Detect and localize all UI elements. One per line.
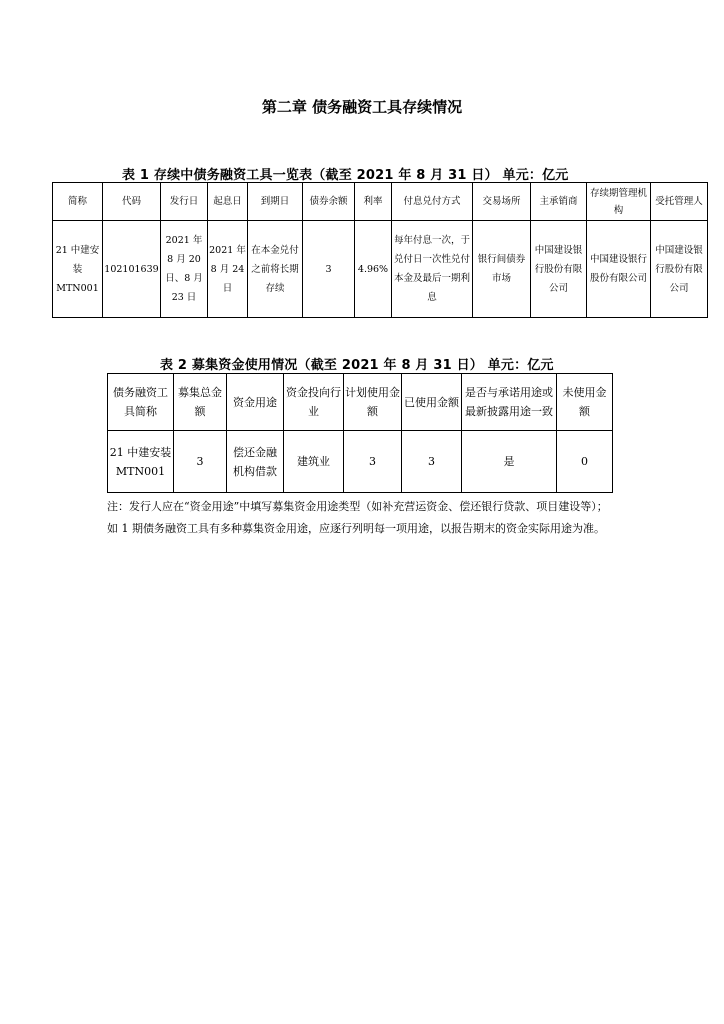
fund-usage-table: [107, 373, 613, 493]
table1-header-cell: 交易场所: [473, 183, 531, 221]
table1-header-cell: 债券余额: [303, 183, 355, 221]
table2-cell: 0: [557, 431, 613, 493]
table2-header-cell: 资金用途: [227, 374, 284, 431]
table2-cell: 是: [462, 431, 557, 493]
table2-header-cell: 债务融资工具简称: [108, 374, 174, 431]
table1-caption: 表 1 存续中债务融资工具一览表（截至 2021 年 8 月 31 日） 单元：亿元: [122, 168, 569, 183]
table1-cell: 21 中建安装 MTN001: [53, 221, 103, 318]
table1-header-cell: 代码: [103, 183, 161, 221]
table1-cell: 中国建设银行股份有限公司: [651, 221, 708, 318]
table2-header-cell: 资金投向行业: [284, 374, 344, 431]
table2-cell: 建筑业: [284, 431, 344, 493]
table1-cell: 每年付息一次，于兑付日一次性兑付本金及最后一期利息: [392, 221, 473, 318]
table-row: [53, 221, 708, 318]
table2-header-cell: 已使用金额: [402, 374, 462, 431]
chapter-title: 第二章 债务融资工具存续情况: [261, 98, 463, 116]
table-row: [108, 431, 613, 493]
table1-header-cell: 付息兑付方式: [392, 183, 473, 221]
table2-header-cell: 未使用金额: [557, 374, 613, 431]
table1-cell: 102101639: [103, 221, 161, 318]
table2-header-cell: 计划使用金额: [344, 374, 402, 431]
table2-cell: 3: [344, 431, 402, 493]
table2-header-row: [108, 374, 613, 431]
table1-cell: 在本金兑付之前将长期存续: [248, 221, 303, 318]
table2-cell: 21 中建安装 MTN001: [108, 431, 174, 493]
table1-header-cell: 发行日: [161, 183, 208, 221]
table1-header-row: [53, 183, 708, 221]
table1-header-cell: 到期日: [248, 183, 303, 221]
table1-header-cell: 主承销商: [531, 183, 587, 221]
table1-header-cell: 存续期管理机构: [587, 183, 651, 221]
table1-header-cell: 利率: [355, 183, 392, 221]
table2-header-cell: 募集总金额: [174, 374, 227, 431]
table2-caption: 表 2 募集资金使用情况（截至 2021 年 8 月 31 日） 单元：亿元: [160, 358, 554, 373]
table1-cell: 中国建设银行股份有限公司: [587, 221, 651, 318]
table1-cell: 3: [303, 221, 355, 318]
table1-cell: 银行间债券市场: [473, 221, 531, 318]
table1-cell: 2021 年 8 月 24 日: [208, 221, 248, 318]
table1-cell: 中国建设银行股份有限公司: [531, 221, 587, 318]
table2-cell: 偿还金融机构借款: [227, 431, 284, 493]
table1-cell: 4.96%: [355, 221, 392, 318]
table1-header-cell: 简称: [53, 183, 103, 221]
table2-header-cell: 是否与承诺用途或最新披露用途一致: [462, 374, 557, 431]
footnote: 注：发行人应在“资金用途”中填写募集资金用途类型（如补充营运资金、偿还银行贷款、项目建设等）；如 1 期债务融资工具有多种募集资金用途，应逐行列明每一项用途，以报告期末的资金实际用途为准。: [107, 500, 608, 535]
table2-cell: 3: [402, 431, 462, 493]
table1-cell: 2021 年 8 月 20 日、8 月 23 日: [161, 221, 208, 318]
table2-cell: 3: [174, 431, 227, 493]
bond-instruments-table: [52, 182, 708, 318]
table1-header-cell: 起息日: [208, 183, 248, 221]
table1-header-cell: 受托管理人: [651, 183, 708, 221]
